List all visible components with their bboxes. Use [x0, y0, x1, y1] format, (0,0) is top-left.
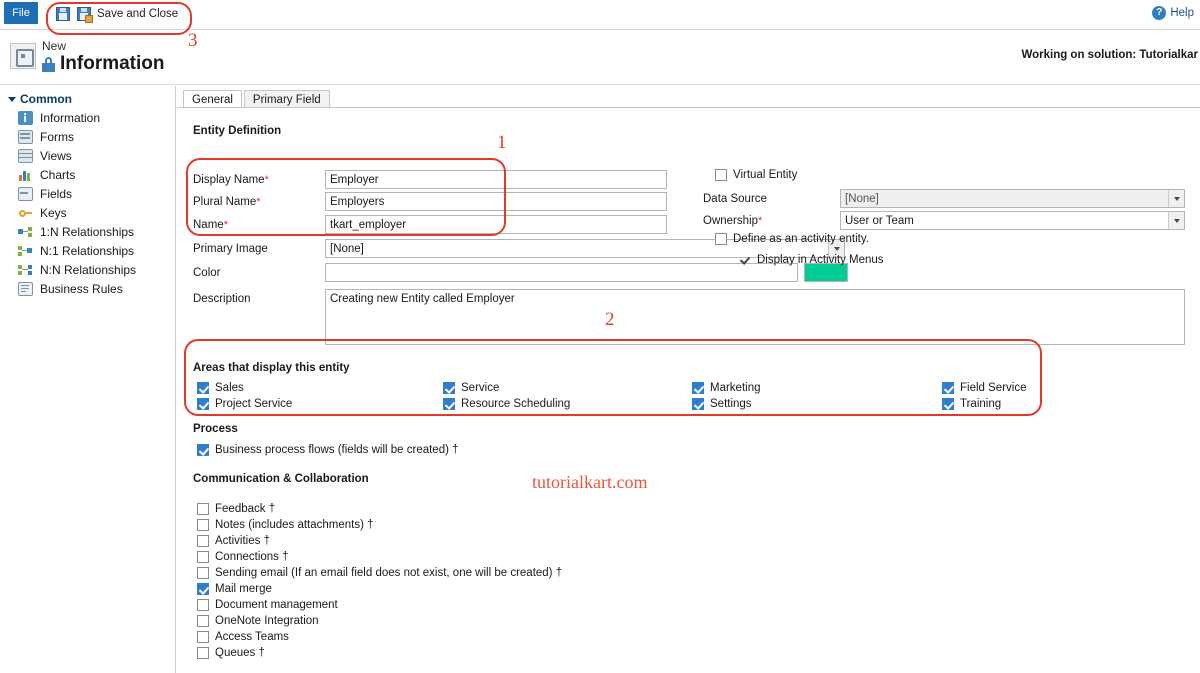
- communication-label: Activities †: [215, 535, 270, 547]
- sidebar-item-label: Fields: [40, 186, 73, 201]
- queues-checkbox[interactable]: [197, 647, 209, 659]
- display-in-activity-menus-checkbox[interactable]: [739, 254, 751, 266]
- business-process-flows-checkbox[interactable]: [197, 444, 209, 456]
- define-as-activity-checkbox[interactable]: [715, 233, 727, 245]
- chevron-down-icon[interactable]: [1168, 212, 1184, 229]
- notes-checkbox[interactable]: [197, 519, 209, 531]
- communication-label: Feedback †: [215, 503, 276, 515]
- save-icon: [55, 6, 71, 22]
- area-label: Sales: [215, 382, 244, 394]
- communication-label: Document management: [215, 599, 338, 611]
- sidebar-item-keys[interactable]: [0, 203, 175, 222]
- name-input[interactable]: [325, 215, 667, 234]
- color-input[interactable]: [325, 263, 798, 282]
- data-source-select[interactable]: [840, 189, 1185, 208]
- sidebar-item-information[interactable]: [0, 108, 175, 127]
- feedback-checkbox[interactable]: [197, 503, 209, 515]
- communication-label: Queues †: [215, 647, 265, 659]
- tab-primary-field[interactable]: Primary Field: [244, 90, 330, 108]
- watermark-text: tutorialkart.com: [532, 472, 648, 492]
- area-service-checkbox[interactable]: [443, 382, 455, 394]
- display-name-label: Display Name*: [193, 174, 269, 186]
- working-on-solution-label: Working on solution: Tutorialkar: [1021, 49, 1198, 61]
- file-tab[interactable]: File: [4, 2, 38, 24]
- views-icon: [18, 149, 33, 163]
- sidebar-item-label: Information: [40, 110, 101, 125]
- area-label: Resource Scheduling: [461, 398, 571, 410]
- record-state-label: New: [42, 39, 67, 53]
- queues-row[interactable]: [197, 647, 265, 659]
- area-label: Project Service: [215, 398, 293, 410]
- connections-checkbox[interactable]: [197, 551, 209, 563]
- tab-general[interactable]: General: [183, 90, 242, 108]
- communication-label: Sending email (If an email field does not exist, one will be created) †: [215, 567, 563, 579]
- ownership-label: Ownership*: [703, 215, 763, 227]
- document-management-checkbox[interactable]: [197, 599, 209, 611]
- mail-merge-row[interactable]: [197, 583, 272, 595]
- area-field-service-row[interactable]: [942, 382, 1026, 394]
- area-marketing-row[interactable]: [692, 382, 761, 394]
- area-marketing-checkbox[interactable]: [692, 382, 704, 394]
- access-teams-checkbox[interactable]: [197, 631, 209, 643]
- display-name-input[interactable]: [325, 170, 667, 189]
- tab-strip: [183, 89, 330, 107]
- display-in-activity-menus-row[interactable]: [739, 254, 884, 266]
- data-source-value: [None]: [845, 192, 879, 205]
- sidebar-item-nn-relationships[interactable]: [0, 260, 175, 279]
- sidebar-group-label: Common: [20, 92, 72, 106]
- sidebar-item-business-rules[interactable]: [0, 279, 175, 298]
- page-header: [0, 31, 1200, 85]
- sidebar: [0, 86, 176, 673]
- sidebar-item-label: N:1 Relationships: [40, 243, 135, 258]
- sidebar-group-common[interactable]: [0, 86, 175, 108]
- virtual-entity-checkbox[interactable]: [715, 169, 727, 181]
- annotation-marker-1: 1: [497, 132, 507, 153]
- area-project-service-row[interactable]: [197, 398, 292, 410]
- process-label: Business process flows (fields will be created) †: [215, 444, 459, 456]
- area-resource-scheduling-checkbox[interactable]: [443, 398, 455, 410]
- sidebar-item-views[interactable]: [0, 146, 175, 165]
- display-in-activity-menus-label: Display in Activity Menus: [757, 254, 884, 266]
- sidebar-item-1n-relationships[interactable]: [0, 222, 175, 241]
- business-rules-icon: [18, 282, 33, 296]
- area-training-row[interactable]: [942, 398, 1001, 410]
- chevron-down-icon: [8, 97, 16, 102]
- lock-icon: [42, 57, 55, 72]
- sidebar-item-label: Charts: [40, 167, 76, 182]
- forms-icon: [18, 130, 33, 144]
- data-source-label: Data Source: [703, 193, 767, 205]
- area-service-row[interactable]: [443, 382, 499, 394]
- save-and-close-icon: [76, 6, 92, 22]
- virtual-entity-label: Virtual Entity: [733, 169, 798, 181]
- communication-heading: Communication & Collaboration: [193, 473, 369, 485]
- plural-name-input[interactable]: [325, 192, 667, 211]
- page-title-wrap: [42, 53, 165, 75]
- activities-row[interactable]: [197, 535, 270, 547]
- sidebar-item-label: Business Rules: [40, 281, 123, 296]
- ribbon-bar: [0, 0, 1200, 30]
- feedback-row[interactable]: [197, 503, 275, 515]
- name-prefix: tkart_: [330, 218, 359, 231]
- ownership-select[interactable]: [840, 211, 1185, 230]
- primary-image-value: [None]: [330, 242, 364, 255]
- primary-image-label: Primary Image: [193, 243, 268, 255]
- sidebar-item-label: Keys: [40, 205, 67, 220]
- description-textarea[interactable]: [325, 289, 1185, 345]
- sidebar-item-label: 1:N Relationships: [40, 224, 135, 239]
- document-management-row[interactable]: [197, 599, 338, 611]
- relationship-n1-icon: [18, 244, 33, 258]
- color-label: Color: [193, 267, 221, 279]
- onenote-integration-checkbox[interactable]: [197, 615, 209, 627]
- main-content: [177, 86, 1200, 673]
- description-label: Description: [193, 293, 251, 305]
- area-training-checkbox[interactable]: [942, 398, 954, 410]
- relationship-nn-icon: [18, 263, 33, 277]
- help-label: Help: [1170, 7, 1194, 19]
- help-button[interactable]: [1152, 6, 1194, 20]
- entity-definition-heading: Entity Definition: [193, 125, 282, 137]
- virtual-entity-row[interactable]: [715, 169, 797, 181]
- sidebar-item-label: Views: [40, 148, 72, 163]
- sidebar-item-fields[interactable]: [0, 184, 175, 203]
- sidebar-item-n1-relationships[interactable]: [0, 241, 175, 260]
- save-and-close-button[interactable]: [48, 1, 189, 27]
- area-settings-checkbox[interactable]: [692, 398, 704, 410]
- keys-icon: [18, 206, 33, 220]
- name-value: employer: [358, 218, 407, 231]
- process-heading: Process: [193, 423, 238, 435]
- area-label: Marketing: [710, 382, 761, 394]
- connections-row[interactable]: [197, 551, 289, 563]
- entity-icon: [10, 43, 36, 69]
- communication-label: Notes (includes attachments) †: [215, 519, 374, 531]
- name-label: Name*: [193, 219, 228, 231]
- fields-icon: [18, 187, 33, 201]
- charts-icon: [18, 168, 33, 182]
- relationship-1n-icon: [18, 225, 33, 239]
- mail-merge-checkbox[interactable]: [197, 583, 209, 595]
- page-title: Information: [60, 53, 165, 74]
- activities-checkbox[interactable]: [197, 535, 209, 547]
- communication-label: Connections †: [215, 551, 289, 563]
- sending-email-checkbox[interactable]: [197, 567, 209, 579]
- area-settings-row[interactable]: [692, 398, 752, 410]
- business-process-flows-row[interactable]: [197, 444, 459, 456]
- chevron-down-icon[interactable]: [1168, 190, 1184, 207]
- area-label: Field Service: [960, 382, 1027, 394]
- area-field-service-checkbox[interactable]: [942, 382, 954, 394]
- communication-label: OneNote Integration: [215, 615, 319, 627]
- sidebar-item-forms[interactable]: [0, 127, 175, 146]
- access-teams-row[interactable]: [197, 631, 289, 643]
- save-and-close-label: Save and Close: [97, 8, 179, 20]
- define-as-activity-row[interactable]: [715, 233, 869, 245]
- plural-name-label: Plural Name*: [193, 196, 261, 208]
- area-project-service-checkbox[interactable]: [197, 398, 209, 410]
- areas-heading: Areas that display this entity: [193, 362, 350, 374]
- general-tab-panel: [177, 108, 1200, 673]
- sending-email-row[interactable]: [197, 567, 562, 579]
- area-label: Service: [461, 382, 500, 394]
- area-resource-scheduling-row[interactable]: [443, 398, 570, 410]
- help-icon: ?: [1152, 6, 1166, 20]
- annotation-marker-2: 2: [605, 309, 615, 330]
- sidebar-item-charts[interactable]: [0, 165, 175, 184]
- information-icon: [18, 111, 33, 125]
- sidebar-item-label: Forms: [40, 129, 74, 144]
- area-label: Training: [960, 398, 1002, 410]
- onenote-integration-row[interactable]: [197, 615, 319, 627]
- area-sales-row[interactable]: [197, 382, 244, 394]
- ownership-value: User or Team: [845, 214, 914, 227]
- sidebar-item-label: N:N Relationships: [40, 262, 137, 277]
- annotation-marker-3: 3: [188, 30, 198, 51]
- area-label: Settings: [710, 398, 752, 410]
- communication-label: Access Teams: [215, 631, 289, 643]
- area-sales-checkbox[interactable]: [197, 382, 209, 394]
- define-as-activity-label: Define as an activity entity.: [733, 233, 869, 245]
- communication-label: Mail merge: [215, 583, 272, 595]
- notes-row[interactable]: [197, 519, 374, 531]
